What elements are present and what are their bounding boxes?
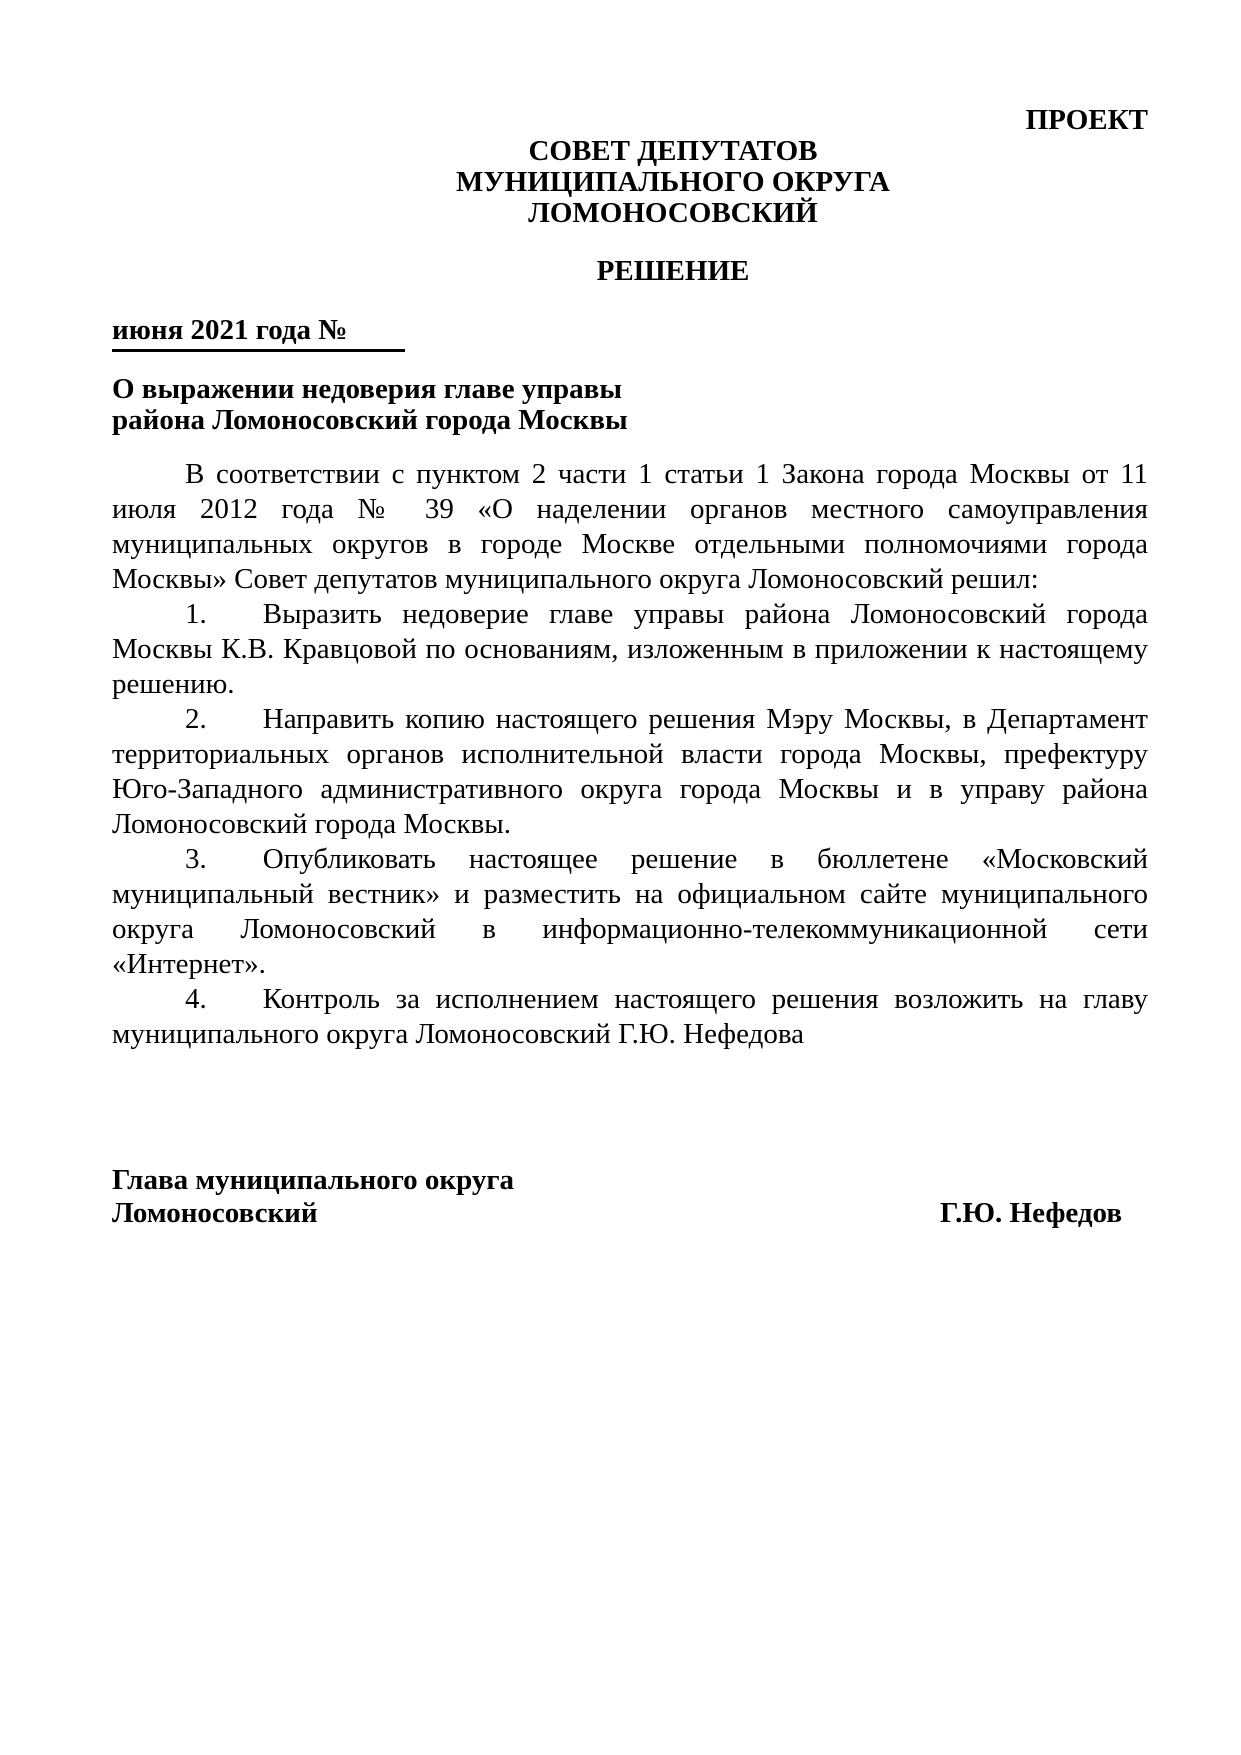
decision-item-3	[112, 842, 1148, 982]
intro-paragraph: В соответствии с пунктом 2 части 1 статьи 1 Закона города Москвы от 11 июля 2012 года № 39 «О наделении органов местного самоуправления муниципальных округов в городе Москве отдельными полномочиями города Москвы» Совет депутатов муниципального округа Ломоносовский решил:	[112, 458, 1148, 595]
decision-item-2	[112, 702, 1148, 842]
decision-item-1	[112, 597, 1148, 702]
decision-item-2-text: Направить копию настоящего решения Мэру Москвы, в Департамент территориальных органов исполнительной власти города Москвы, префектуру Юго-Западного административного округа города Москвы и в управу района Ломоносовский города Москвы.	[112, 703, 1148, 840]
signature-title-line-2: Ломоносовский	[112, 1197, 318, 1229]
org-name-line-2: МУНИЦИПАЛЬНОГО ОКРУГА	[456, 166, 890, 198]
org-name-block	[198, 136, 1148, 229]
subject-line-2: района Ломоносовский города Москвы	[112, 404, 628, 436]
signature-row	[112, 1197, 1148, 1230]
decision-item-4-text: Контроль за исполнением настоящего решения возложить на главу муниципального округа Ломоносовский Г.Ю. Нефедова	[112, 983, 1148, 1050]
signature-block	[112, 1164, 1148, 1230]
org-name-line-3: ЛОМОНОСОВСКИЙ	[528, 197, 818, 229]
decision-item-3-text: Опубликовать настоящее решение в бюллетене «Московский муниципальный вестник» и разместить на официальном сайте муниципального округа Ломоносовский в информационно-телекоммуникационной сети «Интернет».	[112, 843, 1148, 980]
signature-name: Г.Ю. Нефедов	[939, 1197, 1122, 1229]
date-number-underline	[112, 313, 405, 352]
org-name-line-1: СОВЕТ ДЕПУТАТОВ	[528, 135, 818, 167]
subject-heading	[112, 374, 1148, 436]
subject-line-1: О выражении недоверия главе управы	[112, 373, 622, 405]
decision-item-1-text: Выразить недоверие главе управы района Ломоносовский города Москвы К.В. Кравцовой по основаниям, изложенным в приложении к настоящему решению.	[112, 598, 1148, 700]
document-type-title: РЕШЕНИЕ	[596, 255, 750, 287]
draft-label: ПРОЕКТ	[1025, 104, 1148, 136]
decision-item-4-number: 4.	[185, 983, 207, 1015]
decision-item-2-number: 2.	[185, 703, 207, 735]
decision-item-1-number: 1.	[185, 598, 207, 630]
signature-title-line-1: Глава муниципального округа	[112, 1164, 515, 1196]
decision-item-3-number: 3.	[185, 843, 207, 875]
date-number-line	[112, 313, 1148, 352]
date-number-text: июня 2021 года №	[112, 314, 348, 346]
decision-item-4	[112, 982, 1148, 1052]
